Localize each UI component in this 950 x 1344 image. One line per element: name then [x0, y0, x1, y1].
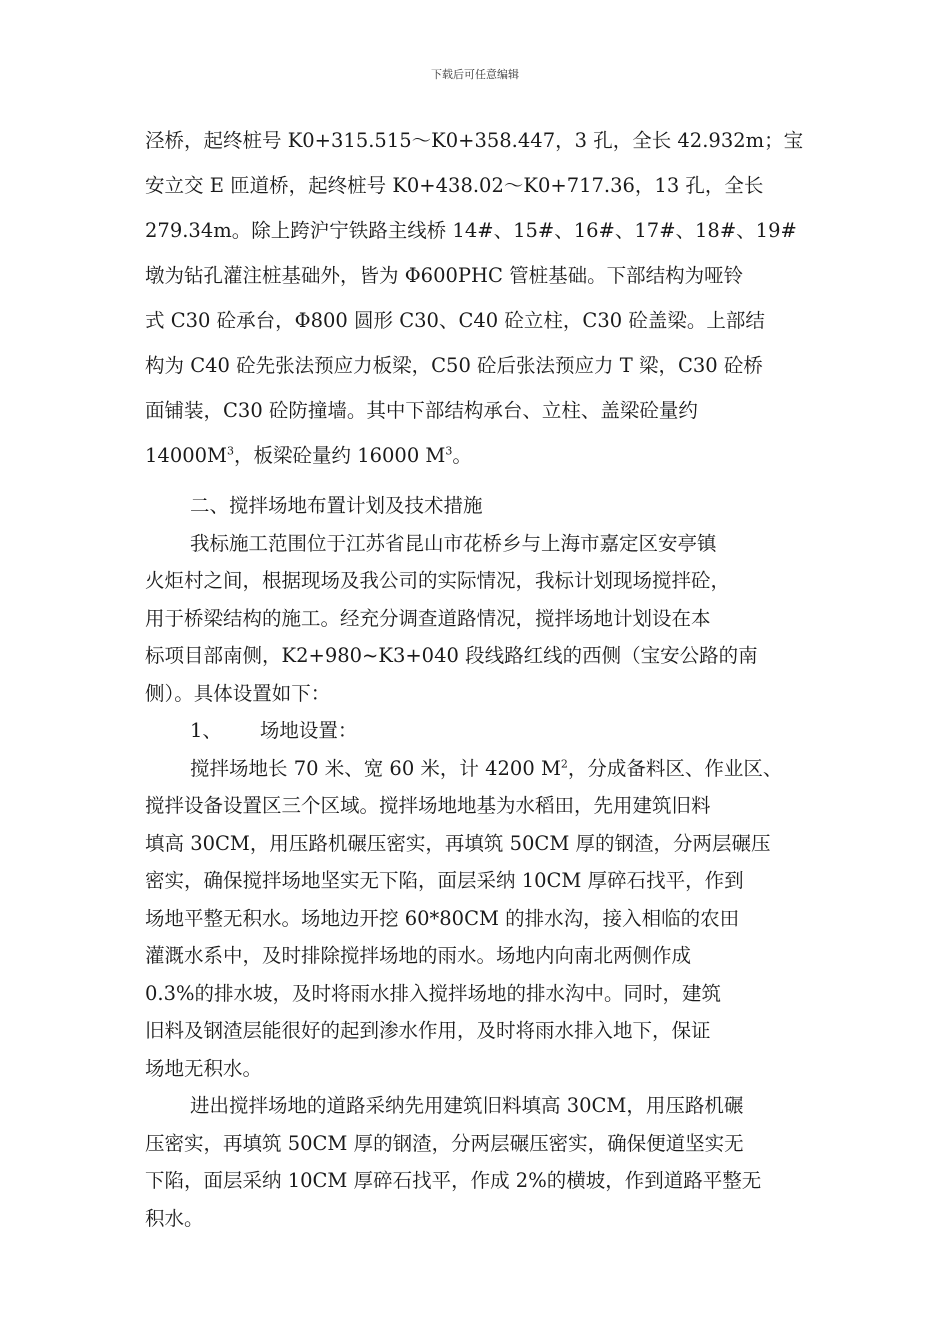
subheading-number: 1、: [190, 719, 222, 742]
paragraph-line: 标项目部南侧，K2+980~K3+040 段线路红线的西侧（宝安公路的南: [145, 644, 758, 667]
paragraph-line: 0.3%的排水坡，及时将雨水排入搅拌场地的排水沟中。同时，建筑: [145, 981, 722, 1005]
section-heading: 二、搅拌场地布置计划及技术措施: [190, 494, 483, 517]
paragraph-line: 密实，确保搅拌场地坚实无下陷，面层采纳 10CM 厚碎石找平，作到: [145, 869, 744, 892]
paragraph-line: [145, 750, 811, 788]
paragraph-line: 场地平整无积水。场地边开挖 60*80CM 的排水沟，接入相临的农田: [145, 906, 740, 930]
volume-text: 。: [452, 444, 472, 467]
volume-text: ，板梁砼量约 16000 M: [234, 444, 446, 467]
text-line: 泾桥，起终桩号 K0+315.515～K0+358.447，3 孔，全长 42.932m；宝: [145, 129, 804, 152]
page-header: 下载后可任意编辑: [431, 68, 519, 81]
paragraph-line: 灌溉水系中，及时排除搅拌场地的雨水。场地内向南北两侧作成: [145, 944, 692, 967]
paragraph-line: 进出搅拌场地的道路采纳先用建筑旧料填高 30CM，用压路机碾: [190, 1094, 744, 1117]
paragraph-line: 用于桥梁结构的施工。经充分调查道路情况，搅拌场地计划设在本: [145, 606, 711, 630]
paragraph-line: 压密实，再填筑 50CM 厚的钢渣，分两层碾压密实，确保便道坚实无: [145, 1131, 744, 1155]
text-line: 构为 C40 砼先张法预应力板梁，C50 砼后张法预应力 T 梁，C30 砼桥: [145, 354, 763, 377]
paragraph-line: 填高 30CM，用压路机碾压密实，再填筑 50CM 厚的钢渣，分两层碾压: [145, 831, 771, 855]
paragraph-line: 搅拌设备设置区三个区域。搅拌场地地基为水稻田，先用建筑旧料: [145, 794, 711, 817]
superscript: 3: [227, 444, 234, 458]
bridge-description-section: [145, 118, 811, 478]
subheading: [145, 712, 811, 750]
volume-text: 14000M: [145, 444, 227, 467]
paragraph-line: 旧料及钢渣层能很好的起到渗水作用，及时将雨水排入地下，保证: [145, 1019, 711, 1042]
area-text: ，分成备料区、作业区、: [567, 756, 783, 780]
text-line: 墩为钻孔灌注桩基础外，皆为 Φ600PHC 管桩基础。下部结构为哑铃: [145, 264, 744, 287]
superscript: 2: [560, 757, 568, 770]
document-body: [145, 118, 811, 1237]
area-text: 搅拌场地长 70 米、宽 60 米，计 4200 M: [190, 756, 561, 780]
paragraph-line: 积水。: [145, 1206, 204, 1230]
text-line-volume: [145, 433, 811, 478]
paragraph-line: 火炬村之间，根据现场及我公司的实际情况，我标计划现场搅拌砼，: [145, 569, 731, 592]
paragraph-line: 下陷，面层采纳 10CM 厚碎石找平，作成 2%的横坡，作到道路平整无: [145, 1169, 762, 1192]
subheading-title: 场地设置：: [259, 719, 358, 742]
text-line: 式 C30 砼承台，Φ800 圆形 C30、C40 砼立柱，C30 砼盖梁。上部结: [145, 309, 765, 332]
paragraph-line: 场地无积水。: [145, 1056, 263, 1080]
text-line: 安立交 E 匝道桥，起终桩号 K0+438.02～K0+717.36，13 孔，全长: [145, 174, 764, 197]
paragraph-line: 侧）。具体设置如下：: [145, 681, 331, 705]
mixing-site-section: [145, 487, 811, 1237]
text-line: 279.34m。除上跨沪宁铁路主线桥 14#、15#、16#、17#、18#、19#: [145, 219, 797, 242]
paragraph-line: 我标施工范围位于江苏省昆山市花桥乡与上海市嘉定区安亭镇: [190, 531, 717, 555]
text-line: 面铺装，C30 砼防撞墙。其中下部结构承台、立柱、盖梁砼量约: [145, 399, 698, 422]
superscript: 3: [445, 444, 453, 458]
